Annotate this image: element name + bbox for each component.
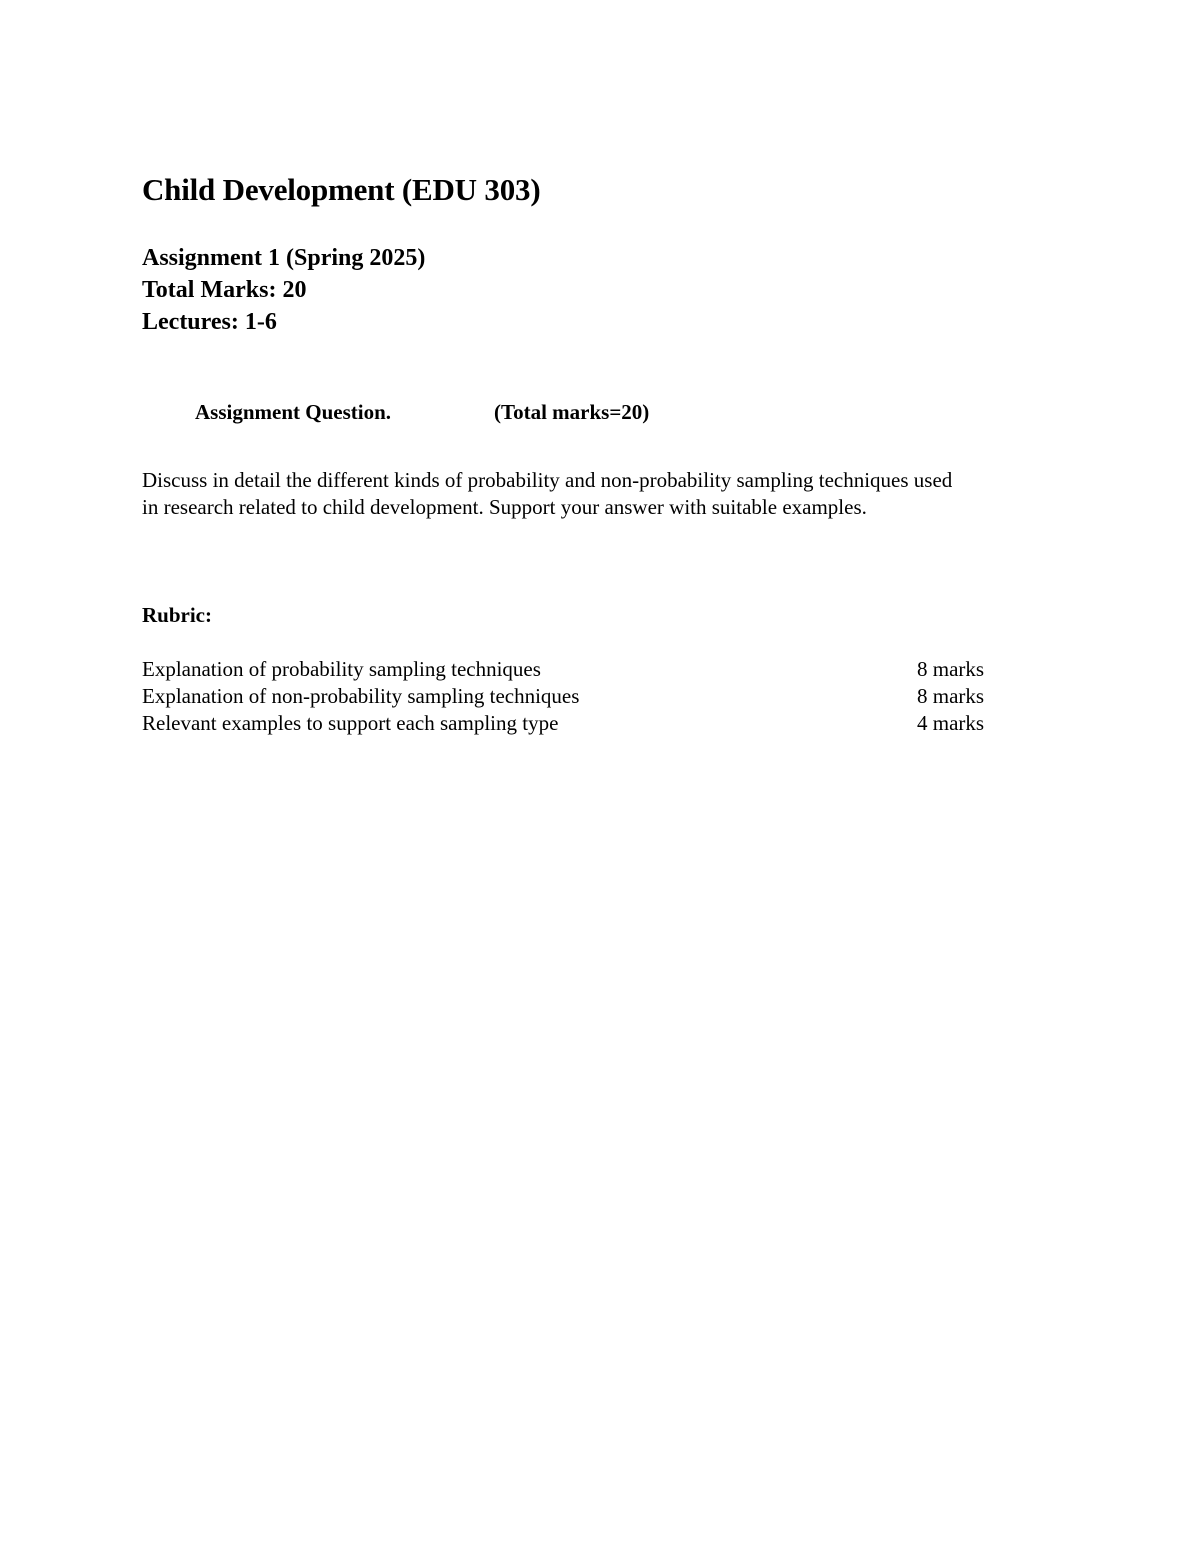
assignment-title: Assignment 1 (Spring 2025) — [142, 245, 426, 271]
rubric-marks: 8 marks — [917, 684, 985, 708]
rubric-row — [142, 683, 1002, 710]
rubric-marks: 4 marks — [917, 711, 985, 735]
lectures-range: Lectures: 1-6 — [142, 309, 277, 335]
rubric-row — [142, 710, 1002, 737]
question-label: Assignment Question. — [195, 400, 392, 424]
question-line: Discuss in detail the different kinds of probability and non-probability sampling techniques used — [142, 468, 953, 492]
assignment-meta — [142, 242, 425, 338]
rubric-heading: Rubric: — [142, 603, 212, 627]
rubric-criterion: Relevant examples to support each sampling type — [142, 711, 559, 735]
course-title: Child Development (EDU 303) — [142, 172, 541, 207]
question-marks: (Total marks=20) — [494, 400, 650, 424]
rubric-criterion: Explanation of non-probability sampling techniques — [142, 684, 580, 708]
rubric-marks: 8 marks — [917, 657, 985, 681]
total-marks: Total Marks: 20 — [142, 277, 307, 303]
rubric-list — [142, 656, 1002, 737]
question-text — [142, 467, 1082, 521]
question-line: in research related to child development. Support your answer with suitable examples. — [142, 495, 867, 519]
rubric-criterion: Explanation of probability sampling techniques — [142, 657, 541, 681]
rubric-row — [142, 656, 1002, 683]
